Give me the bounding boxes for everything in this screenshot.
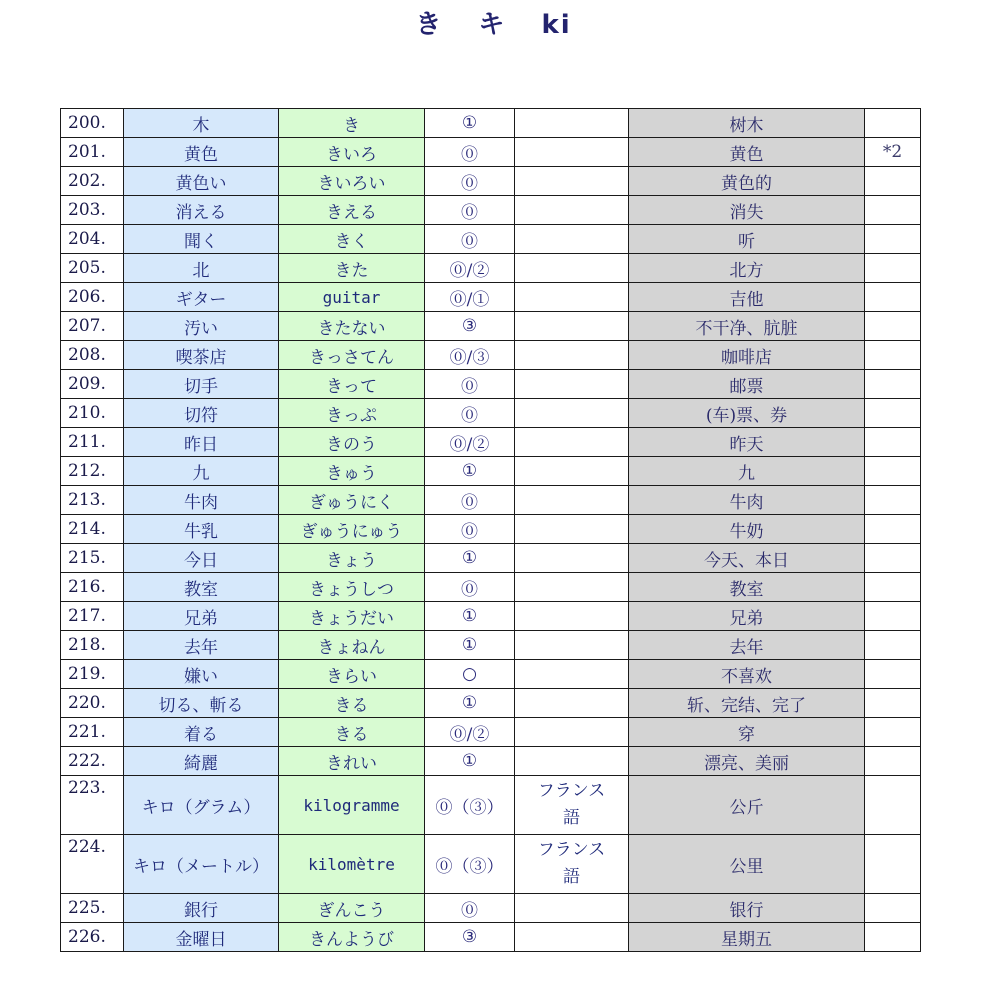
accent-cell: ① xyxy=(425,457,515,486)
kanji-cell: 去年 xyxy=(124,631,279,660)
reading-cell: きょねん xyxy=(279,631,425,660)
reading-cell: きょうだい xyxy=(279,602,425,631)
page-title xyxy=(0,4,987,41)
meaning-cell: 兄弟 xyxy=(629,602,865,631)
kanji-cell: 黄色い xyxy=(124,167,279,196)
accent-cell: ① xyxy=(425,109,515,138)
accent-cell: ⓪ xyxy=(425,894,515,923)
accent-cell: ③ xyxy=(425,923,515,952)
table-row xyxy=(61,196,921,225)
note-cell xyxy=(865,486,921,515)
kanji-cell: キロ（メートル） xyxy=(124,835,279,894)
origin-cell xyxy=(515,225,629,254)
vocabulary-table xyxy=(60,108,921,952)
origin-cell xyxy=(515,370,629,399)
reading-cell: きいろい xyxy=(279,167,425,196)
row-number: 213. xyxy=(61,486,124,515)
row-number: 201. xyxy=(61,138,124,167)
meaning-cell: 去年 xyxy=(629,631,865,660)
meaning-cell: 北方 xyxy=(629,254,865,283)
accent-cell: ⓪（③） xyxy=(425,835,515,894)
reading-cell: きっさてん xyxy=(279,341,425,370)
note-cell xyxy=(865,835,921,894)
origin-cell xyxy=(515,399,629,428)
origin-cell xyxy=(515,486,629,515)
reading-cell: kilomètre xyxy=(279,835,425,894)
row-number: 216. xyxy=(61,573,124,602)
origin-cell xyxy=(515,254,629,283)
note-cell xyxy=(865,167,921,196)
reading-cell: き xyxy=(279,109,425,138)
row-number: 203. xyxy=(61,196,124,225)
table-row xyxy=(61,167,921,196)
note-cell xyxy=(865,747,921,776)
reading-cell: きれい xyxy=(279,747,425,776)
origin-cell: フランス 語 xyxy=(515,835,629,894)
origin-cell xyxy=(515,718,629,747)
table-row xyxy=(61,370,921,399)
note-cell xyxy=(865,515,921,544)
reading-cell: きえる xyxy=(279,196,425,225)
kanji-cell: 汚い xyxy=(124,312,279,341)
meaning-cell: 穿 xyxy=(629,718,865,747)
row-number: 202. xyxy=(61,167,124,196)
row-number: 226. xyxy=(61,923,124,952)
kanji-cell: 北 xyxy=(124,254,279,283)
meaning-cell: 不干净、肮脏 xyxy=(629,312,865,341)
table-row xyxy=(61,312,921,341)
meaning-cell: 教室 xyxy=(629,573,865,602)
table-row xyxy=(61,573,921,602)
reading-cell: guitar xyxy=(279,283,425,312)
reading-cell: きゅう xyxy=(279,457,425,486)
accent-cell: ③ xyxy=(425,312,515,341)
accent-cell: ⓪ xyxy=(425,515,515,544)
accent-cell: ⓪/② xyxy=(425,254,515,283)
accent-cell: ○ xyxy=(425,660,515,689)
reading-cell: きたない xyxy=(279,312,425,341)
kanji-cell: 銀行 xyxy=(124,894,279,923)
reading-cell: きる xyxy=(279,689,425,718)
kanji-cell: 教室 xyxy=(124,573,279,602)
origin-cell xyxy=(515,138,629,167)
table-row xyxy=(61,138,921,167)
note-cell xyxy=(865,341,921,370)
accent-cell: ⓪ xyxy=(425,225,515,254)
accent-cell: ① xyxy=(425,631,515,660)
reading-cell: きく xyxy=(279,225,425,254)
accent-cell: ⓪/② xyxy=(425,718,515,747)
row-number: 204. xyxy=(61,225,124,254)
origin-cell xyxy=(515,283,629,312)
vocabulary-table-body xyxy=(61,109,921,952)
row-number: 209. xyxy=(61,370,124,399)
row-number: 200. xyxy=(61,109,124,138)
accent-cell: ⓪ xyxy=(425,196,515,225)
table-row xyxy=(61,835,921,894)
origin-cell xyxy=(515,109,629,138)
meaning-cell: 树木 xyxy=(629,109,865,138)
reading-cell: kilogramme xyxy=(279,776,425,835)
row-number: 207. xyxy=(61,312,124,341)
table-row xyxy=(61,399,921,428)
table-row xyxy=(61,747,921,776)
kanji-cell: 兄弟 xyxy=(124,602,279,631)
title-romaji: ki xyxy=(541,10,572,40)
note-cell xyxy=(865,225,921,254)
meaning-cell: 听 xyxy=(629,225,865,254)
meaning-cell: 昨天 xyxy=(629,428,865,457)
row-number: 206. xyxy=(61,283,124,312)
origin-cell xyxy=(515,515,629,544)
meaning-cell: 公斤 xyxy=(629,776,865,835)
row-number: 208. xyxy=(61,341,124,370)
table-row xyxy=(61,486,921,515)
kanji-cell: 綺麗 xyxy=(124,747,279,776)
kanji-cell: キロ（グラム） xyxy=(124,776,279,835)
meaning-cell: (车)票、券 xyxy=(629,399,865,428)
table-row xyxy=(61,544,921,573)
reading-cell: ぎゅうにく xyxy=(279,486,425,515)
origin-cell xyxy=(515,428,629,457)
row-number: 225. xyxy=(61,894,124,923)
kanji-cell: 金曜日 xyxy=(124,923,279,952)
origin-cell xyxy=(515,660,629,689)
note-cell xyxy=(865,283,921,312)
origin-cell xyxy=(515,457,629,486)
accent-cell: ① xyxy=(425,747,515,776)
meaning-cell: 吉他 xyxy=(629,283,865,312)
row-number: 219. xyxy=(61,660,124,689)
reading-cell: きる xyxy=(279,718,425,747)
accent-cell: ⓪ xyxy=(425,370,515,399)
accent-cell: ⓪ xyxy=(425,573,515,602)
table-row xyxy=(61,457,921,486)
accent-cell: ① xyxy=(425,602,515,631)
reading-cell: きょうしつ xyxy=(279,573,425,602)
meaning-cell: 邮票 xyxy=(629,370,865,399)
table-row xyxy=(61,894,921,923)
row-number: 212. xyxy=(61,457,124,486)
meaning-cell: 九 xyxy=(629,457,865,486)
meaning-cell: 星期五 xyxy=(629,923,865,952)
accent-cell: ① xyxy=(425,689,515,718)
kanji-cell: 切手 xyxy=(124,370,279,399)
reading-cell: きいろ xyxy=(279,138,425,167)
note-cell: *2 xyxy=(865,138,921,167)
note-cell xyxy=(865,573,921,602)
origin-cell: フランス 語 xyxy=(515,776,629,835)
table-row xyxy=(61,660,921,689)
table-row xyxy=(61,254,921,283)
table-row xyxy=(61,689,921,718)
table-row xyxy=(61,631,921,660)
row-number: 210. xyxy=(61,399,124,428)
meaning-cell: 咖啡店 xyxy=(629,341,865,370)
kanji-cell: 切符 xyxy=(124,399,279,428)
row-number: 222. xyxy=(61,747,124,776)
note-cell xyxy=(865,544,921,573)
kanji-cell: 嫌い xyxy=(124,660,279,689)
note-cell xyxy=(865,370,921,399)
meaning-cell: 公里 xyxy=(629,835,865,894)
reading-cell: きって xyxy=(279,370,425,399)
note-cell xyxy=(865,254,921,283)
origin-cell xyxy=(515,196,629,225)
reading-cell: ぎんこう xyxy=(279,894,425,923)
meaning-cell: 黄色 xyxy=(629,138,865,167)
meaning-cell: 银行 xyxy=(629,894,865,923)
origin-cell xyxy=(515,747,629,776)
kanji-cell: 喫茶店 xyxy=(124,341,279,370)
reading-cell: きょう xyxy=(279,544,425,573)
row-number: 218. xyxy=(61,631,124,660)
origin-cell xyxy=(515,341,629,370)
kanji-cell: 牛乳 xyxy=(124,515,279,544)
note-cell xyxy=(865,457,921,486)
meaning-cell: 牛奶 xyxy=(629,515,865,544)
note-cell xyxy=(865,109,921,138)
row-number: 221. xyxy=(61,718,124,747)
kanji-cell: 木 xyxy=(124,109,279,138)
accent-cell: ⓪（③） xyxy=(425,776,515,835)
table-row xyxy=(61,718,921,747)
note-cell xyxy=(865,428,921,457)
reading-cell: きんようび xyxy=(279,923,425,952)
accent-cell: ① xyxy=(425,544,515,573)
meaning-cell: 斩、完结、完了 xyxy=(629,689,865,718)
accent-cell: ⓪/② xyxy=(425,428,515,457)
title-hiragana: き xyxy=(415,10,444,40)
origin-cell xyxy=(515,923,629,952)
meaning-cell: 漂亮、美丽 xyxy=(629,747,865,776)
kanji-cell: 着る xyxy=(124,718,279,747)
row-number: 214. xyxy=(61,515,124,544)
origin-cell xyxy=(515,689,629,718)
note-cell xyxy=(865,689,921,718)
kanji-cell: 消える xyxy=(124,196,279,225)
origin-cell xyxy=(515,602,629,631)
reading-cell: きのう xyxy=(279,428,425,457)
accent-cell: ⓪ xyxy=(425,138,515,167)
note-cell xyxy=(865,776,921,835)
row-number: 224. xyxy=(61,835,124,894)
note-cell xyxy=(865,196,921,225)
origin-cell xyxy=(515,312,629,341)
accent-cell: ⓪/① xyxy=(425,283,515,312)
origin-cell xyxy=(515,573,629,602)
accent-cell: ⓪/③ xyxy=(425,341,515,370)
note-cell xyxy=(865,399,921,428)
kanji-cell: 今日 xyxy=(124,544,279,573)
kanji-cell: 昨日 xyxy=(124,428,279,457)
row-number: 220. xyxy=(61,689,124,718)
meaning-cell: 今天、本日 xyxy=(629,544,865,573)
note-cell xyxy=(865,923,921,952)
row-number: 215. xyxy=(61,544,124,573)
table-row xyxy=(61,515,921,544)
row-number: 211. xyxy=(61,428,124,457)
origin-cell xyxy=(515,544,629,573)
kanji-cell: 九 xyxy=(124,457,279,486)
note-cell xyxy=(865,660,921,689)
kanji-cell: 黄色 xyxy=(124,138,279,167)
row-number: 223. xyxy=(61,776,124,835)
origin-cell xyxy=(515,167,629,196)
table-row xyxy=(61,602,921,631)
table-row xyxy=(61,428,921,457)
note-cell xyxy=(865,602,921,631)
row-number: 205. xyxy=(61,254,124,283)
table-row xyxy=(61,283,921,312)
kanji-cell: 切る、斬る xyxy=(124,689,279,718)
note-cell xyxy=(865,718,921,747)
table-row xyxy=(61,776,921,835)
row-number: 217. xyxy=(61,602,124,631)
accent-cell: ⓪ xyxy=(425,486,515,515)
table-row xyxy=(61,225,921,254)
title-katakana: キ xyxy=(478,10,507,40)
meaning-cell: 不喜欢 xyxy=(629,660,865,689)
reading-cell: きた xyxy=(279,254,425,283)
table-row xyxy=(61,923,921,952)
meaning-cell: 消失 xyxy=(629,196,865,225)
meaning-cell: 牛肉 xyxy=(629,486,865,515)
kanji-cell: 聞く xyxy=(124,225,279,254)
accent-cell: ⓪ xyxy=(425,167,515,196)
note-cell xyxy=(865,894,921,923)
note-cell xyxy=(865,631,921,660)
table-row xyxy=(61,109,921,138)
kanji-cell: 牛肉 xyxy=(124,486,279,515)
note-cell xyxy=(865,312,921,341)
origin-cell xyxy=(515,631,629,660)
kanji-cell: ギター xyxy=(124,283,279,312)
reading-cell: きっぷ xyxy=(279,399,425,428)
meaning-cell: 黄色的 xyxy=(629,167,865,196)
table-row xyxy=(61,341,921,370)
origin-cell xyxy=(515,894,629,923)
reading-cell: きらい xyxy=(279,660,425,689)
reading-cell: ぎゅうにゅう xyxy=(279,515,425,544)
accent-cell: ⓪ xyxy=(425,399,515,428)
